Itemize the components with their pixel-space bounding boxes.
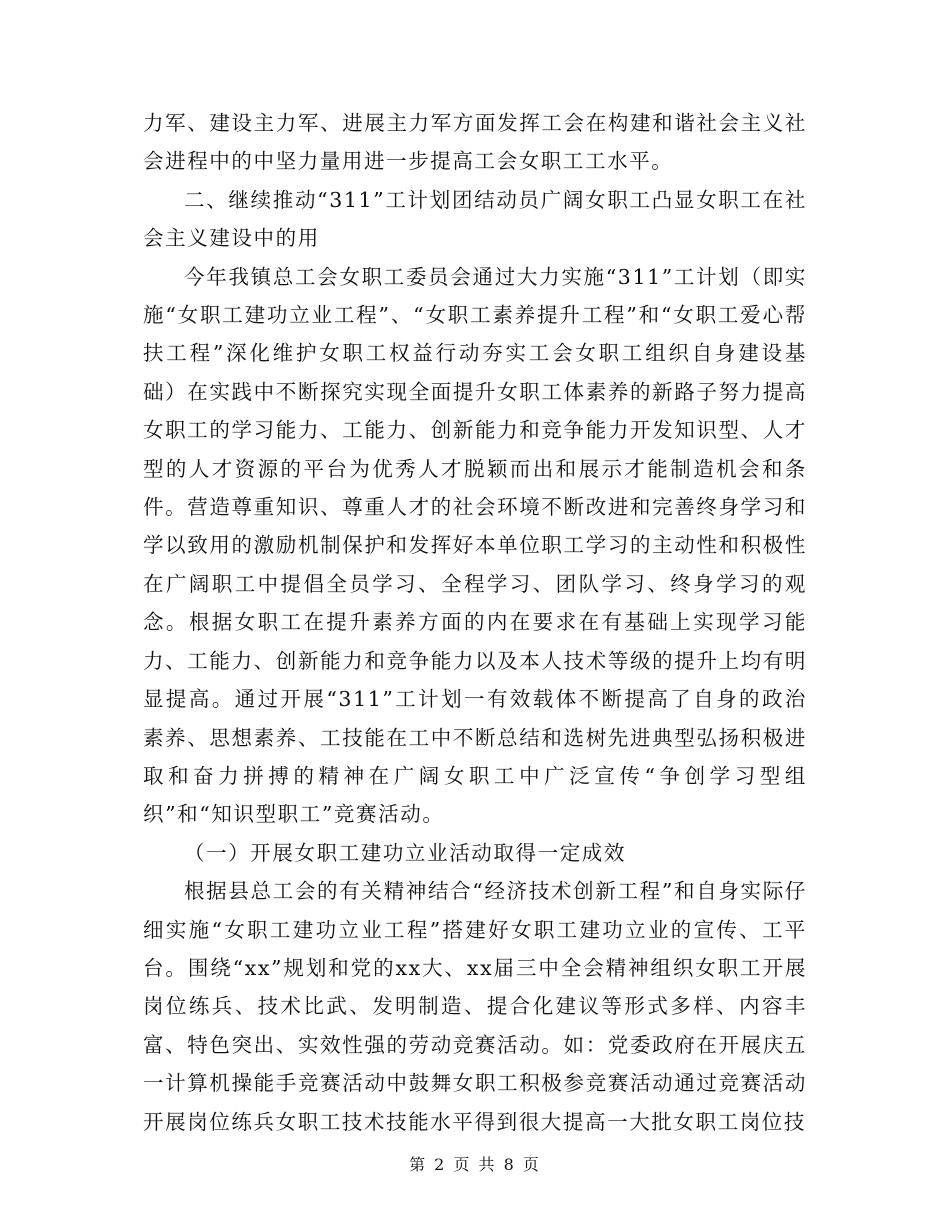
document-body	[143, 104, 807, 1141]
section-heading-2: 二、继续推动“311”工计划团结动员广阔女职工凸显女职工在社会主义建设中的用	[143, 187, 807, 251]
paragraph-3: 今年我镇总工会女职工委员会通过大力实施“311”工计划（即实施“女职工建功立业工程”、“女职工素养提升工程”和“女职工爱心帮扶工程”深化维护女职工权益行动夯实工会女职工组织自身建设基础）在实践中不断探究实现全面提升女职工体素养的新路子努力提高女职工的学习能力、工能力、创新能力和竞争能力开发知识型、人才型的人才资源的平台为优秀人才脱颖而出和展示才能制造机会和条件。营造尊重知识、尊重人才的社会环境不断改进和完善终身学习和学以致用的激励机制保护和发挥好本单位职工学习的主动性和积极性在广阔职工中提倡全员学习、全程学习、团队学习、终身学习的观念。根据女职工在提升素养方面的内在要求在有基础上实现学习能力、工能力、创新能力和竞争能力以及本人技术等级的提升上均有明显提高。通过开展“311”工计划一有效载体不断提高了自身的政治素养、思想素养、工技能在工中不断总结和选树先进典型弘扬积极进取和奋力拼搏的精神在广阔女职工中广泛宣传“争创学习型组织”和“知识型职工”竞赛活动。	[143, 264, 807, 827]
paragraph-1: 力军、建设主力军、进展主力军方面发挥工会在构建和谐社会主义社会进程中的中坚力量用进一步提高工会女职工工水平。	[143, 111, 807, 174]
paragraph-5: 根据县总工会的有关精神结合“经济技术创新工程”和自身实际仔细实施“女职工建功立业工程”搭建好女职工建功立业的宣传、工平台。围绕“xx”规划和党的xx大、xx届三中全会精神组织女职工开展岗位练兵、技术比武、发明制造、提合化建议等形式多样、内容丰富、特色突出、实效性强的劳动竞赛活动。如：党委政府在开展庆五一计算机操能手竞赛活动中鼓舞女职工积极参竞赛活动通过竞赛活动开展岗位练兵女职工技术技能水平得到很大提高一大批女职工岗位技	[143, 879, 807, 1134]
subsection-heading-1: （一）开展女职工建功立业活动取得一定成效	[184, 840, 626, 865]
page-number-footer: 第 2 页 共 8 页	[409, 1155, 541, 1174]
